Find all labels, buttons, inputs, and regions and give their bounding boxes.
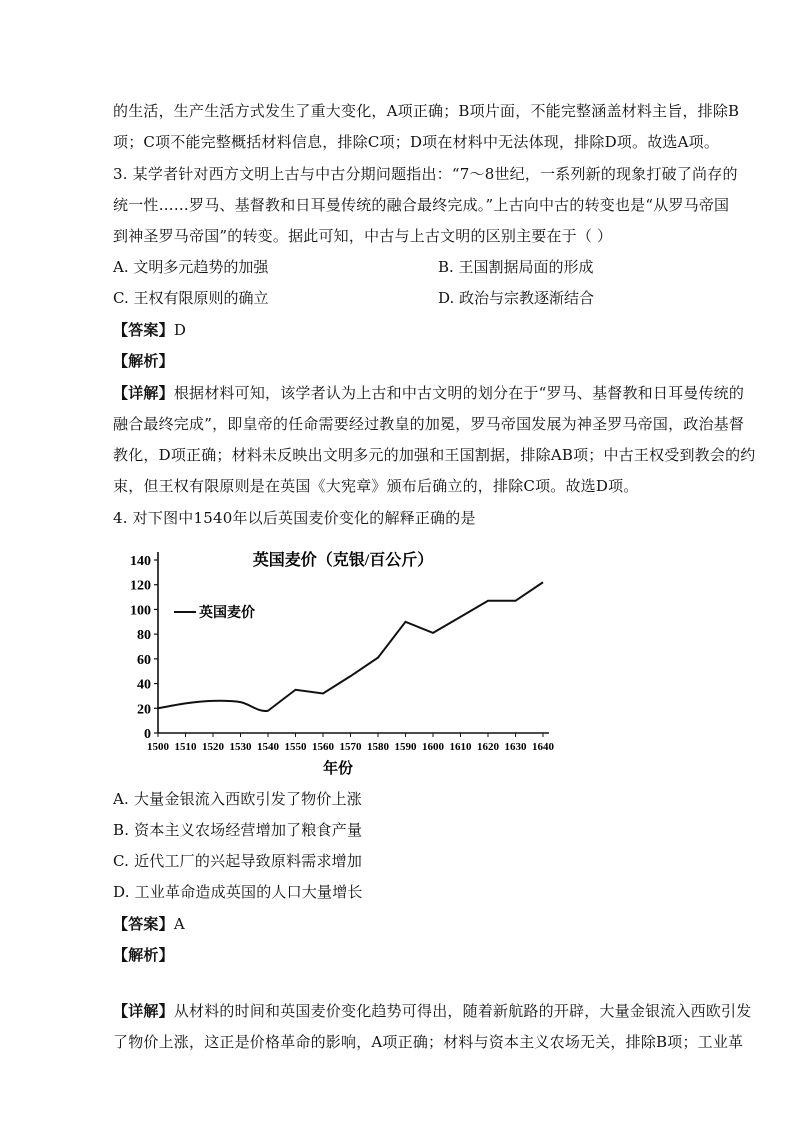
x-tick-label: 1550	[284, 741, 307, 753]
x-tick-label: 1630	[504, 741, 527, 753]
q4-stem: 4. 对下图中1540年以后英国麦价变化的解释正确的是	[113, 509, 476, 527]
q4-answer-value: A	[173, 915, 185, 933]
q3-stem-line-1: 3. 某学者针对西方文明上古与中古分期问题指出：“7～8世纪，一系列新的现象打破了尚存的	[113, 165, 738, 183]
y-tick-label: 40	[137, 677, 151, 693]
prev-analysis-line-2: 项；C项不能完整概括材料信息，排除C项；D项在材料中无法体现，排除D项。故选A项。	[113, 133, 720, 151]
x-tick-label: 1600	[422, 741, 444, 753]
x-axis-label: 年份	[322, 761, 354, 777]
y-tick-label: 0	[144, 727, 151, 742]
y-tick-label: 20	[137, 702, 151, 718]
q4-detail-line-2: 了物价上涨，这正是价格革命的影响，A项正确；材料与资本主义农场无关，排除B项；工业革	[113, 1033, 744, 1051]
q3-option-a: A. 文明多元趋势的加强	[113, 258, 269, 276]
q4-detail-label: 【详解】	[113, 1002, 174, 1020]
x-tick-label: 1560	[312, 741, 334, 753]
x-tick-label: 1530	[229, 741, 252, 753]
q3-option-d: D. 政治与宗教逐渐结合	[438, 289, 595, 307]
x-tick-label: 1590	[394, 741, 417, 753]
wheat-price-chart-svg	[113, 540, 573, 780]
q3-answer-label: 【答案】	[113, 321, 174, 339]
y-tick-label: 80	[137, 628, 151, 644]
q4-detail-line-1	[113, 1001, 752, 1021]
q3-stem-line-2: 统一性……罗马、基督教和日耳曼传统的融合最终完成。”上古向中古的转变也是“从罗马帝国	[113, 196, 730, 214]
q3-detail-label: 【详解】	[113, 384, 174, 402]
x-tick-label: 1510	[174, 741, 197, 753]
q3-analysis-label: 【解析】	[113, 352, 174, 370]
x-tick-label: 1570	[339, 741, 362, 753]
x-tick-label: 1620	[477, 741, 499, 753]
q4-detail-text-1: 从材料的时间和英国麦价变化趋势可得出，随着新航路的开辟，大量金银流入西欧引发	[173, 1002, 752, 1020]
q3-option-c: C. 王权有限原则的确立	[113, 289, 269, 307]
x-tick-label: 1520	[202, 741, 224, 753]
chart-title: 英国麦价（克银/百公斤）	[252, 552, 434, 569]
q3-detail-line-4: 束，但王权有限原则是在英国《大宪章》颁布后确立的，排除C项。故选D项。	[113, 477, 639, 495]
x-tick-label: 1500	[147, 741, 169, 753]
y-tick-label: 120	[130, 578, 151, 594]
q4-option-b: B. 资本主义农场经营增加了粮食产量	[113, 821, 363, 839]
x-tick-label: 1640	[532, 741, 554, 753]
y-tick-label: 60	[137, 652, 151, 668]
q3-answer-value: D	[173, 321, 187, 339]
series-line-0	[158, 582, 543, 711]
q3-option-b: B. 王国割据局面的形成	[438, 258, 594, 276]
q3-detail-line-1	[113, 383, 745, 403]
x-tick-label: 1540	[257, 741, 279, 753]
x-tick-label: 1610	[449, 741, 472, 753]
q3-detail-line-2: 融合最终完成”，即皇帝的任命需要经过教皇的加冕，罗马帝国发展为神圣罗马帝国，政治基督	[113, 415, 745, 433]
q4-analysis-label: 【解析】	[113, 946, 174, 964]
q4-option-d: D. 工业革命造成英国的人口大量增长	[113, 883, 363, 901]
q3-stem-line-3: 到神圣罗马帝国”的转变。据此可知，中古与上古文明的区别主要在于（ ）	[113, 227, 613, 245]
q3-answer	[113, 320, 703, 340]
q4-option-a: A. 大量金银流入西欧引发了物价上涨	[113, 790, 362, 808]
q4-answer	[113, 914, 703, 934]
legend-label: 英国麦价	[199, 606, 255, 621]
q3-detail-line-3: 教化，D项正确；材料未反映出文明多元的加强和王国割据，排除AB项；中古王权受到教会的约	[113, 446, 756, 464]
x-tick-label: 1580	[367, 741, 389, 753]
y-tick-label: 100	[130, 603, 151, 619]
wheat-price-chart	[113, 540, 573, 780]
y-tick-label: 140	[130, 554, 151, 569]
q3-detail-text-1: 根据材料可知，该学者认为上古和中古文明的划分在于“罗马、基督教和日耳曼传统的	[173, 384, 745, 402]
q4-option-c: C. 近代工厂的兴起导致原料需求增加	[113, 852, 363, 870]
q4-answer-label: 【答案】	[113, 915, 174, 933]
prev-analysis-line-1: 的生活，生产生活方式发生了重大变化，A项正确；B项片面，不能完整涵盖材料主旨，排除B	[113, 102, 740, 120]
